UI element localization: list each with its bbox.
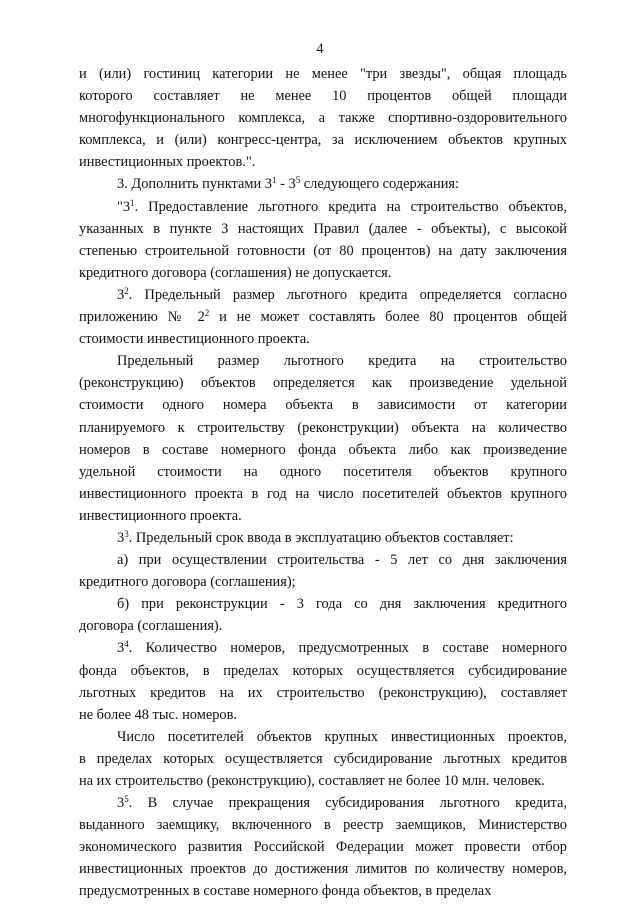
text-line: удельной стоимости на одного посетителя объектов крупного xyxy=(79,463,567,480)
text-line: б) при реконструкции - 3 года со дня заключения кредитного xyxy=(117,596,567,613)
text-line: инвестиционных проектов.". xyxy=(79,154,256,171)
paragraph xyxy=(79,726,567,792)
text-line: приложению № $2^2$ и не может составлять более 80 процентов общей xyxy=(79,308,567,326)
text-line: которого составляет не менее 10 процентов общей площади xyxy=(79,88,567,105)
text-line: инвестиционного проекта в год на число посетителей объектов крупного xyxy=(79,485,567,502)
text-line: экономического развития Российской Федерации может провести отбор xyxy=(79,839,567,856)
text-line: не более 48 тыс. номеров. xyxy=(79,706,237,723)
text-line: степенью строительной готовности (от 80 процентов) на дату заключения xyxy=(79,242,567,259)
paragraph xyxy=(79,527,567,549)
text-line: планируемого к строительству (реконструкции) объекта на количество xyxy=(79,419,567,436)
text-line: кредитного договора (соглашения) не допускается. xyxy=(79,264,392,281)
text-line: комплекса, и (или) конгресс-центра, за исключением объектов крупных xyxy=(79,132,567,149)
paragraph xyxy=(79,792,567,902)
text-line: указанных в пункте 3 настоящих Правил (далее - объекты), с высокой xyxy=(79,220,567,237)
text-line: 3. Дополнить пунктами $3^1 - 3^5$ следующего содержания: xyxy=(117,175,460,193)
text-line: инвестиционных проектов до достижения лимитов по количеству номеров, xyxy=(79,861,567,878)
paragraph xyxy=(79,549,567,593)
document-body xyxy=(79,63,567,903)
text-line: $3^2$. Предельный размер льготного кредита определяется согласно xyxy=(117,285,567,303)
text-line: и (или) гостиниц категории не менее "три звезды", общая площадь xyxy=(79,66,567,82)
text-line: фонда объектов, в пределах которых осуществляется субсидирование xyxy=(79,662,567,679)
text-line: выданного заемщику, включенного в реестр заемщиков, Министерство xyxy=(79,817,567,834)
text-line: $3^5$. В случае прекращения субсидирования льготного кредита, xyxy=(117,794,567,812)
text-line: предусмотренных в составе номерного фонда объектов, в пределах xyxy=(79,883,492,900)
text-line: на их строительство (реконструкцию), составляет не более 10 млн. человек. xyxy=(79,773,545,789)
text-line: (реконструкцию) объектов определяется как произведение удельной xyxy=(79,375,567,392)
paragraph xyxy=(79,350,567,527)
paragraph xyxy=(79,63,567,173)
text-line: Число посетителей объектов крупных инвестиционных проектов, xyxy=(117,728,567,745)
paragraph xyxy=(79,284,567,350)
text-line: стоимости одного номера объекта в зависимости от категории xyxy=(79,397,567,414)
text-line: номеров в составе номерного фонда объекта либо как произведение xyxy=(79,441,567,458)
text-line: $3^4$. Количество номеров, предусмотренных в составе номерного xyxy=(117,639,567,657)
paragraph xyxy=(79,637,567,725)
text-line: стоимости инвестиционного проекта. xyxy=(79,331,310,348)
text-line: а) при осуществлении строительства - 5 лет со дня заключения xyxy=(117,552,567,569)
text-line: "$3^1$. Предоставление льготного кредита на строительство объектов, xyxy=(117,197,567,215)
text-line: Предельный размер льготного кредита на строительство xyxy=(117,353,567,370)
text-line: $3^3$. Предельный срок ввода в эксплуатацию объектов составляет: xyxy=(117,528,514,546)
page-number: 4 xyxy=(316,41,324,57)
paragraph xyxy=(79,173,567,195)
text-line: многофункционального комплекса, а также спортивно-оздоровительного xyxy=(79,110,567,127)
text-line: льготных кредитов на их строительство (реконструкцию), составляет xyxy=(79,684,567,701)
paragraph xyxy=(79,196,567,284)
text-line: инвестиционного проекта. xyxy=(79,507,242,524)
text-line: в пределах которых осуществляется субсидирование льготных кредитов xyxy=(79,750,567,767)
text-line: кредитного договора (соглашения); xyxy=(79,574,296,591)
paragraph xyxy=(79,593,567,637)
text-line: договора (соглашения). xyxy=(79,618,223,635)
